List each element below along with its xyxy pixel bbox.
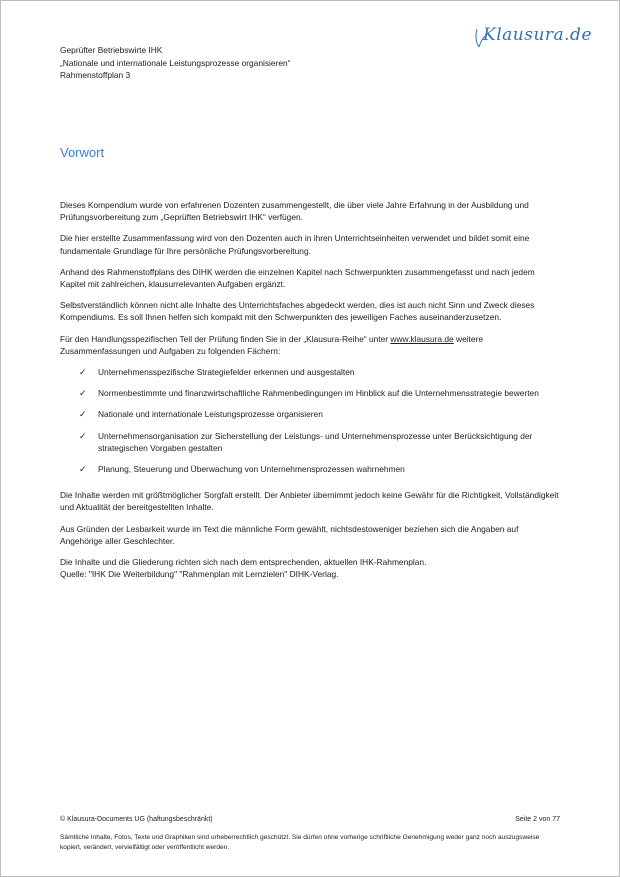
paragraph: Dieses Kompendium wurde von erfahrenen Dozenten zusammengestellt, die über viele Jahre Erfahrung in der Ausbildung und Prüfungsvorbereitung zum „Geprüften Betriebswirt IHK“ verfügen. bbox=[60, 200, 529, 223]
footer-notice: Sämtliche Inhalte, Fotos, Texte und Graphiken sind urheberrechtlich geschützt. Sie dürfen ohne vorherige schriftliche Genehmigung weder ganz noch auszugsweise kopiert, verändert, vervielfältigt oder veröffentlicht werden. bbox=[60, 834, 540, 851]
klausura-logo bbox=[473, 23, 593, 51]
list-item bbox=[60, 366, 560, 378]
intro-paragraph bbox=[60, 333, 560, 357]
subject-label: Unternehmensspezifische Strategiefelder erkennen und ausgestalten bbox=[98, 367, 355, 378]
header-line-3: Rahmenstoffplan 3 bbox=[60, 70, 131, 80]
paragraph: Die hier erstellte Zusammenfassung wird von den Dozenten auch in ihren Unterrichtseinheiten verwendet und bildet somit eine fundamentale Grundlage für Ihre persönliche Prüfungsvorbereitung. bbox=[60, 233, 530, 256]
logo-text: Klausura.de bbox=[483, 25, 593, 45]
paragraph: Die Inhalte werden mit größtmöglicher Sorgfalt erstellt. Der Anbieter übernimmt jedoch keine Gewähr für die Richtigkeit, Vollständigkeit und Aktualität der bereitgestellten Inhalte. bbox=[60, 490, 559, 513]
page-number: Seite 2 von 77 bbox=[515, 816, 560, 823]
page-header bbox=[60, 44, 290, 82]
list-item bbox=[60, 463, 560, 475]
checkmark-icon: ✓ bbox=[79, 388, 87, 399]
document-body bbox=[60, 199, 560, 580]
source-line-1: Die Inhalte und die Gliederung richten sich nach dem entsprechenden, aktuellen IHK-Rahmenplan. bbox=[60, 557, 427, 568]
paragraph: Selbstverständlich können nicht alle Inhalte des Unterrichtsfaches abgedeckt werden, dies ist auch nicht Sinn und Zweck dieses Kompendiums. Es soll Ihnen helfen sich kompakt mit den Schwerpunkten des jeweiligen Faches auseinanderzusetzen. bbox=[60, 300, 535, 323]
footer-copyright: © Klausura-Documents UG (haftungsbeschränkt) bbox=[60, 816, 213, 823]
checkmark-icon: ✓ bbox=[79, 367, 87, 378]
page-footer bbox=[60, 816, 560, 823]
checkmark-icon: ✓ bbox=[79, 464, 87, 475]
source-paragraph bbox=[60, 556, 560, 580]
intro-after: weitere Zusammenfassungen und Aufgaben zu folgenden Fächern: bbox=[60, 333, 484, 356]
intro-before: Für den Handlungsspezifischen Teil der Prüfung finden Sie in der „Klausura-Reihe“ unter bbox=[60, 333, 391, 344]
paragraph: Anhand des Rahmenstoffplans des DIHK werden die einzelnen Kapitel nach Schwerpunkten zusammengefasst und nach jedem Kapitel mit zahlreichen, klausurrelevanten Aufgaben ergänzt. bbox=[60, 266, 535, 290]
list-item bbox=[60, 430, 560, 454]
checkmark-icon: ✓ bbox=[79, 409, 87, 420]
paragraph: Aus Gründen der Lesbarkeit wurde im Text die männliche Form gewählt, nichtsdestoweniger beziehen sich die Angaben auf Angehörige aller Geschlechter. bbox=[60, 523, 519, 546]
subject-list bbox=[60, 366, 560, 475]
source-line-2: Quelle: "IHK Die Weiterbildung" "Rahmenplan mit Lernzielen" DIHK-Verlag. bbox=[60, 569, 339, 580]
subject-label: Nationale und internationale Leistungsprozesse organisieren bbox=[98, 409, 323, 420]
subject-label: Normenbestimmte und finanzwirtschaftliche Rahmenbedingungen im Hinblick auf die Unternehmensstrategie bewerten bbox=[98, 388, 539, 399]
header-line-1: Geprüfter Betriebswirte IHK bbox=[60, 45, 163, 55]
checkmark-icon: ✓ bbox=[79, 430, 87, 441]
list-item bbox=[60, 408, 560, 420]
subject-label: Unternehmensorganisation zur Sicherstellung der Leistungs- und Unternehmensprozesse unter Berücksichtigung der strategischen Vorgaben gestalten bbox=[98, 430, 533, 453]
klausura-link[interactable]: www.klausura.de bbox=[390, 333, 454, 344]
subject-label: Planung, Steuerung und Überwachung von Unternehmensprozessen wahrnehmen bbox=[98, 464, 405, 475]
list-item bbox=[60, 387, 560, 399]
header-line-2: „Nationale und internationale Leistungsprozesse organisieren“ bbox=[60, 57, 291, 68]
page-title: Vorwort bbox=[60, 145, 105, 160]
